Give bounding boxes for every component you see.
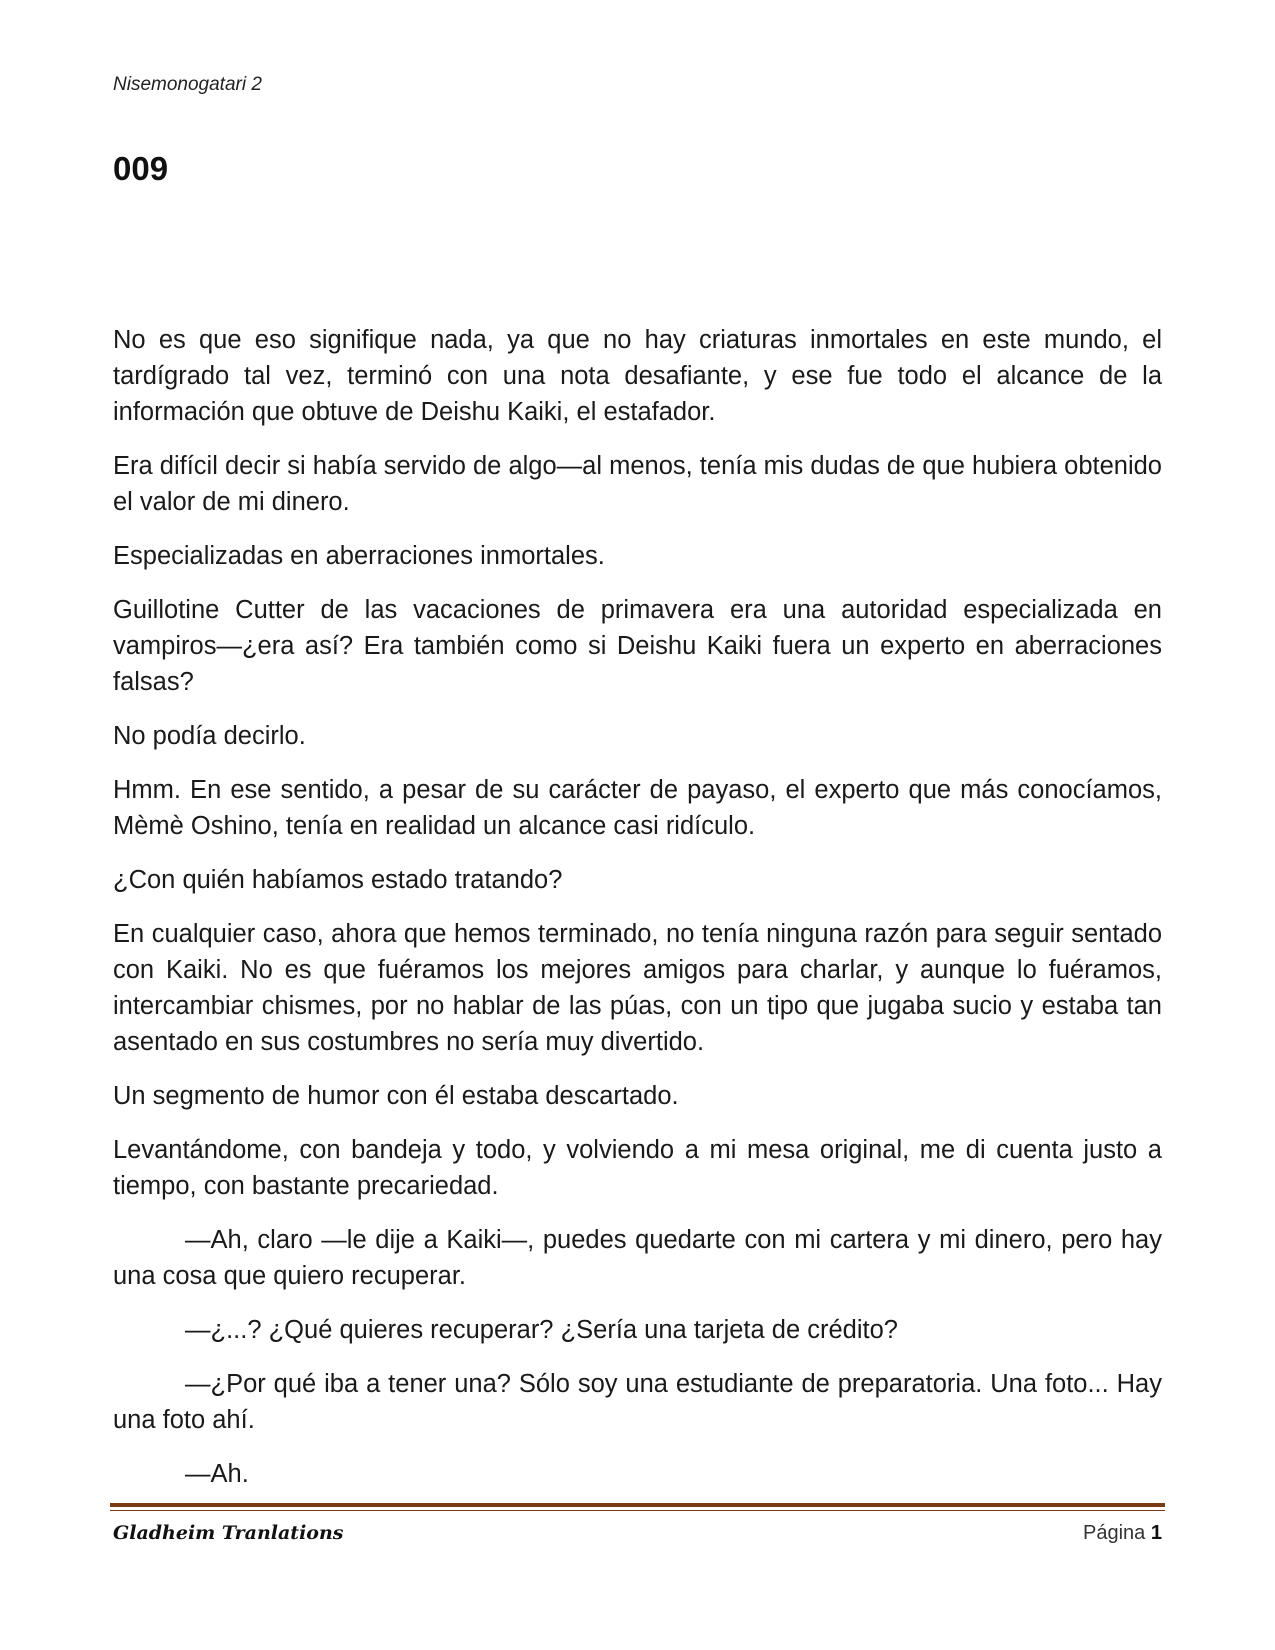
paragraph-10: Levantándome, con bandeja y todo, y volviendo a mi mesa original, me di cuenta justo a tiempo, con bastante precariedad. — [113, 1136, 1162, 1200]
chapter-number: 009 — [113, 150, 169, 187]
running-header-title: Nisemonogatari 2 — [113, 74, 262, 95]
footer-divider-thick — [110, 1503, 1165, 1507]
paragraph-3: Especializadas en aberraciones inmortales. — [113, 542, 605, 570]
paragraph-4: Guillotine Cutter de las vacaciones de primavera era una autoridad especializada en vampiros—¿era así? Era también como si Deishu Kaiki fuera un experto en aberraciones falsas? — [113, 596, 1162, 696]
footer-divider-thin — [110, 1510, 1165, 1511]
page-number: 1 — [1150, 1522, 1162, 1544]
body-text — [113, 322, 1162, 1510]
footer-publisher: Gladheim Tranlations — [113, 1522, 344, 1544]
dialogue-paragraph-2: —¿...? ¿Qué quieres recuperar? ¿Sería una tarjeta de crédito? — [185, 1316, 898, 1344]
paragraph-2: Era difícil decir si había servido de algo—al menos, tenía mis dudas de que hubiera obtenido el valor de mi dinero. — [113, 452, 1162, 516]
paragraph-8: En cualquier caso, ahora que hemos terminado, no tenía ninguna razón para seguir sentado con Kaiki. No es que fuéramos los mejores amigos para charlar, y aunque lo fuéramos, intercambiar chismes, por no hablar de las púas, con un tipo que jugaba sucio y estaba tan asentado en sus costumbres no sería muy divertido. — [113, 920, 1162, 1056]
dialogue-paragraph-3: —¿Por qué iba a tener una? Sólo soy una estudiante de preparatoria. Una foto... Hay una foto ahí. — [113, 1370, 1162, 1434]
footer-page-indicator — [1083, 1522, 1162, 1545]
paragraph-6: Hmm. En ese sentido, a pesar de su carácter de payaso, el experto que más conocíamos, Mèmè Oshino, tenía en realidad un alcance casi ridículo. — [113, 776, 1162, 840]
page-label: Página — [1083, 1522, 1146, 1544]
dialogue-paragraph-4: —Ah. — [185, 1460, 249, 1488]
paragraph-5: No podía decirlo. — [113, 722, 306, 750]
paragraph-1: No es que eso signifique nada, ya que no hay criaturas inmortales en este mundo, el tardígrado tal vez, terminó con una nota desafiante, y ese fue todo el alcance de la información que obtuve de Deishu Kaiki, el estafador. — [113, 326, 1162, 426]
dialogue-paragraph-1: —Ah, claro —le dije a Kaiki—, puedes quedarte con mi cartera y mi dinero, pero hay una cosa que quiero recuperar. — [113, 1226, 1162, 1290]
paragraph-9: Un segmento de humor con él estaba descartado. — [113, 1082, 679, 1110]
paragraph-7: ¿Con quién habíamos estado tratando? — [113, 866, 563, 894]
